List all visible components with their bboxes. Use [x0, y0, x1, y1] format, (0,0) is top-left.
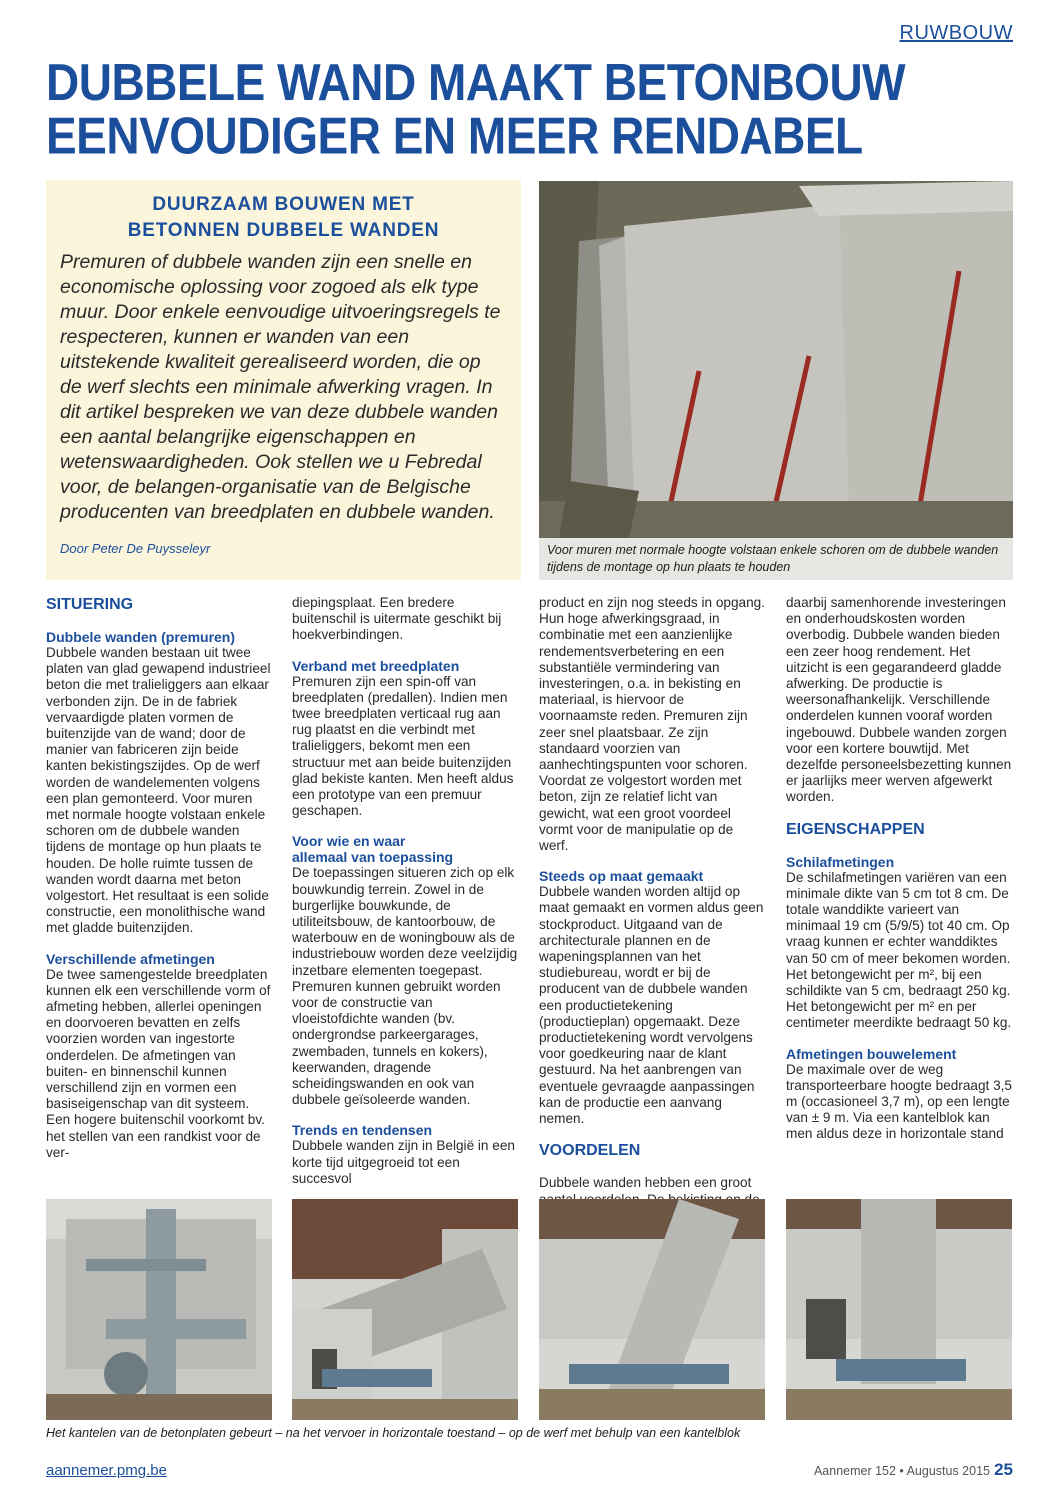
article-body [0, 595, 1058, 1191]
paragraph: Dubbele wanden worden altijd op maat gemaakt en vormen aldus geen stockproduct. Uitgaand van de architecturale plannen en de wapeningsplannen van het studiebureau, wordt er bij de producent van de dubbele wanden een productietekening (productieplan) opgemaakt. Deze productietekening wordt vervolgens voor goedkeuring naar de klant gestuurd. Na het aanbrengen van eventuele gevraagde aanpassingen kan de productie een aanvang nemen. [539, 884, 764, 1127]
intro-heading-line-2: BETONNEN DUBBELE WANDEN [127, 220, 440, 241]
subheading-afmetingen: Verschillende afmetingen [46, 950, 215, 967]
subheading-schil: Schilafmetingen [786, 853, 895, 870]
subheading-trends: Trends en tendensen [292, 1122, 433, 1139]
paragraph: daarbij samenhorende investeringen en onderhoudskosten worden overbodig. Dubbele wanden bieden een zeer hoog rendement. Het uitzicht is een gegarandeerd gladde afwerking. De productie is weersonafhankelijk. Verschillende onderdelen kunnen vooraf worden ingebouwd. Dubbele wanden zorgen voor een kortere bouwtijd. Met dezelfde personeelsbezetting kunnen er jaarlijks meer werven afgewerkt worden. [786, 595, 1012, 805]
paragraph: De twee samengestelde breedplaten kunnen elk een verschillende vorm of afmeting hebben, allerlei openingen en doorvoeren bevatten en zelfs voorzien worden van ingestorte onderdelen. De afmetingen van buiten- en binnenschil kunnen verschillend zijn en vormen een basiseigenschap van dit systeem. Een hogere buitenschil voorkomt bv. het stellen van een randkist voor de ver- [46, 966, 271, 1160]
paragraph: diepingsplaat. Een bredere buitenschil is uitermate geschikt bij hoekverbindingen. [292, 595, 502, 643]
intro-heading-line-1: DUURZAAM BOUWEN MET [152, 194, 415, 215]
author-byline: Door Peter De Puysseleyr [60, 541, 211, 556]
hero-photo [539, 181, 1013, 538]
title-line-1: DUBBELE WAND MAAKT BETONBOUW [46, 52, 906, 111]
paragraph: De toepassingen situeren zich op elk bouwkundig terrein. Zowel in de burgerlijke bouwkunde, de utiliteitsbouw, de kantoorbouw, de waterbouw en de woningbouw als de industriebouw worden deze veelzijdig inzetbare elementen toegepast. Premuren kunnen gebruikt worden voor de constructie van vloeistofdichte wanden (bv. ondergrondse parkeergarages, zwembaden, tunnels en kokers), keerwanden, dragende scheidingswanden en ook van dubbele geïsoleerde wanden. [292, 865, 518, 1108]
paragraph: Premuren zijn een spin-off van breedplaten (predallen). Indien men twee breedplaten verticaal rug aan rug plaatst en die verbindt met tralieliggers, bekomt men een structuur met aan beide buitenzijden glad bekiste kanten. Men heeft aldus een prototype van een premuur geschapen. [292, 673, 514, 819]
subheading-bouwelement: Afmetingen bouwelement [786, 1045, 957, 1062]
paragraph: De maximale over de weg transporteerbare hoogte bedraagt 3,5 m (occasioneel 3,7 m), op een lengte van ± 9 m. Via een kantelblok kan men aldus deze in horizontale stand [786, 1061, 1012, 1142]
subheading-maat: Steeds op maat gemaakt [539, 868, 704, 885]
paragraph: Dubbele wanden zijn in België in een korte tijd uitgegroeid tot een succesvol [292, 1138, 515, 1186]
page-title [46, 52, 1016, 165]
hero-caption: Voor muren met normale hoogte volstaan enkele schoren om de dubbele wanden tijdens de montage op hun plaats te houden [539, 538, 1013, 580]
column-4 [786, 595, 1012, 1143]
column-3 [539, 595, 765, 1208]
subheading-voor-wie-1: Voor wie en waar [292, 833, 406, 850]
column-2 [292, 595, 518, 1187]
page-number: 25 [994, 1460, 1013, 1479]
column-1 [46, 595, 272, 1161]
strip-photo-2 [292, 1199, 518, 1420]
subheading-voor-wie-2: allemaal van toepassing [292, 849, 454, 866]
section-heading-voordelen: VOORDELEN [539, 1142, 641, 1160]
section-heading-eigenschappen: EIGENSCHAPPEN [786, 820, 925, 838]
section-tag: RUWBOUW [899, 22, 1013, 44]
footer-url-link[interactable]: aannemer.pmg.be [46, 1462, 167, 1479]
footer-issue: Aannemer 152 • Augustus 2015 [813, 1464, 990, 1478]
paragraph: product en zijn nog steeds in opgang. Hun hoge afwerkingsgraad, in combinatie met een aanzienlijke rendementsverbetering en een substantiële vermindering van investeringen, o.a. in bekisting en materiaal, is hiervoor de voornaamste reden. Premuren zijn zeer snel plaatsbaar. Ze zijn standaard voorzien van aanhechtingspunten voor schoren. Voordat ze volgestort worden met beton, zijn ze relatief licht van gewicht, wat een groot voordeel vormt voor de manipulatie op de werf. [539, 595, 765, 854]
strip-photo-1 [46, 1199, 272, 1420]
subheading-dubbele-wanden: Dubbele wanden (premuren) [46, 629, 236, 645]
title-line-2: EENVOUDIGER EN MEER RENDABEL [46, 106, 863, 165]
intro-text: Premuren of dubbele wanden zijn een snelle en economische oplossing voor zogoed als elk type muur. Door enkele eenvoudige uitvoeringsregels te respecteren, kunnen er wanden van een uitstekende kwaliteit gerealiseerd worden, die op de werf slechts een minimale afwerking vragen. In dit artikel bespreken we van deze dubbele wanden een aantal belangrijke eigenschappen en wetenswaardigheden. Ook stellen we u Febredal voor, de belangen-organisatie van de Belgische producenten van breedplaten en dubbele wanden. [60, 251, 501, 523]
paragraph: Dubbele wanden hebben een groot [539, 1175, 752, 1191]
photo-strip [46, 1199, 1013, 1420]
intro-box [46, 180, 521, 580]
paragraph: Dubbele wanden bestaan uit twee platen van glad gewapend industrieel beton die met tralieliggers aan elkaar verbonden zijn. De in de fabriek vervaardigde platen vormen de buitenzijde van de wand; door de manier van fabriceren zijn beide kanten bekistingszijdes. Op de werf worden de wandelementen volgens een plan gemonteerd. Voor muren met normale hoogte volstaan enkele schoren om de dubbele wanden tijdens de montage op hun plaats te houden. De holle ruimte tussen de wanden wordt daarna met beton volgestort. Het resultaat is een solide constructie, een monolithische wand met gladde buitenzijden. [46, 645, 271, 936]
strip-photo-4 [786, 1199, 1012, 1420]
paragraph: De schilafmetingen variëren van een minimale dikte van 5 cm tot 8 cm. De totale wanddikte varieert van minimaal 19 cm (5/9/5) tot 40 cm. Op vraag kunnen er echter wanddiktes van 50 cm of meer bekomen worden. Het betongewicht per m², bij een schildikte van 5 cm, bedraagt 250 kg. Het betongewicht per m² en per centimeter meerdikte bedraagt 50 kg. [786, 869, 1012, 1031]
subheading-verband: Verband met breedplaten [292, 657, 460, 674]
intro-heading [60, 192, 507, 244]
section-heading-situering: SITUERING [46, 596, 134, 613]
strip-caption: Het kantelen van de betonplaten gebeurt – na het vervoer in horizontale toestand – op de werf met behulp van een kantelblok [46, 1426, 741, 1440]
strip-photo-3 [539, 1199, 765, 1420]
